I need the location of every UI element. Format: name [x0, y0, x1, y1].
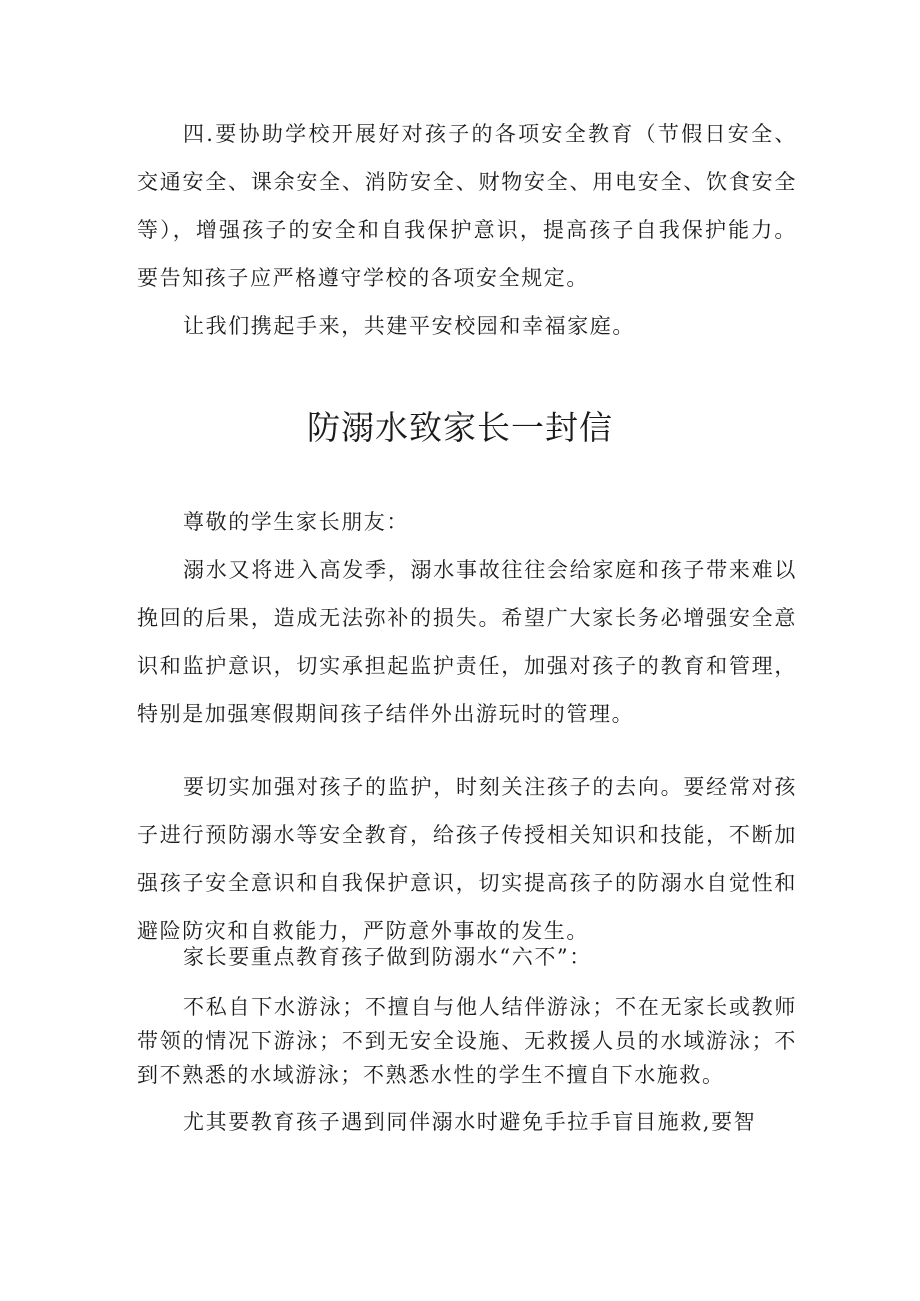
- paragraph-six-nots-intro: 家长要重点教育孩子做到防溺水“六不”：: [183, 945, 592, 969]
- paragraph-supervision: 要切实加强对孩子的监护，时刻关注孩子的去向。要经常对孩子进行预防溺水等安全教育，给孩子传授相关知识和技能，不断加强孩子安全意识和自我保护意识，切实提高孩子的防溺水自觉性和避险防灾和自救能力，严防意外事故的发生。: [137, 775, 797, 943]
- safety-education-paragraph: 四.要协助学校开展好对孩子的各项安全教育（节假日安全、交通安全、课余安全、消防安全、财物安全、用电安全、饮食安全等），增强孩子的安全和自我保护意识，提高孩子自我保护能力。要告知孩子应严格遵守学校的各项安全规定。: [137, 122, 797, 290]
- letter-title: 防溺水致家长一封信: [307, 408, 613, 447]
- salutation: 尊敬的学生家长朋友：: [183, 510, 409, 534]
- closing-paragraph: 让我们携起手来，共建平安校园和幸福家庭。: [183, 314, 635, 338]
- paragraph-drowning-season: 溺水又将进入高发季，溺水事故往往会给家庭和孩子带来难以挽回的后果，造成无法弥补的损失。希望广大家长务必增强安全意识和监护意识，切实承担起监护责任，加强对孩子的教育和管理，特别是加强寒假期间孩子结伴外出游玩时的管理。: [137, 558, 797, 726]
- paragraph-six-nots-list: 不私自下水游泳；不擅自与他人结伴游泳；不在无家长或教师带领的情况下游泳；不到无安全设施、无救援人员的水域游泳；不到不熟悉的水域游泳；不熟悉水性的学生不擅自下水施救。: [137, 995, 797, 1087]
- paragraph-rescue-advice: 尤其要教育孩子遇到同伴溺水时避免手拉手盲目施救,要智: [183, 1110, 757, 1134]
